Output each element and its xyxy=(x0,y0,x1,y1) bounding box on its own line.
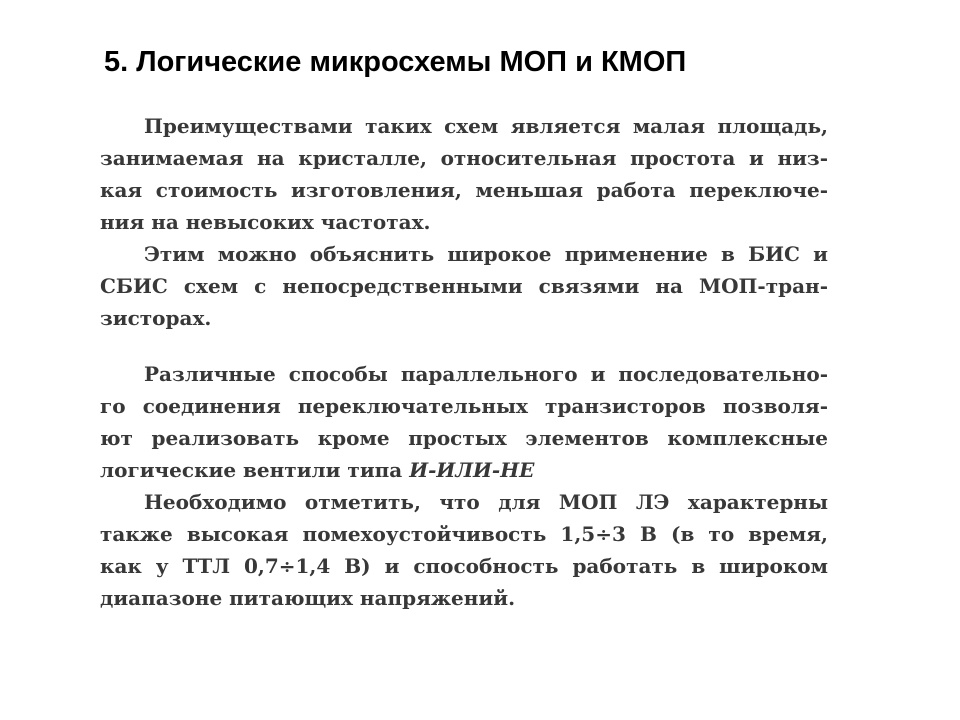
text-line: Этим можно объяснить широкое применение в БИС и xyxy=(144,242,828,266)
text-line: также высокая помехоустойчивость 1,5÷3 В (в то время, xyxy=(100,522,828,546)
paragraph-applications xyxy=(100,238,828,334)
text-block-advantages xyxy=(100,110,828,334)
text-line: диапазоне питающих напряжений. xyxy=(100,586,516,610)
text-line: Различные способы параллельного и последовательно- xyxy=(144,362,828,386)
text-line: Преимуществами таких схем является малая площадь, xyxy=(144,114,828,138)
paragraph-connection-methods xyxy=(100,358,828,486)
text-line: как у ТТЛ 0,7÷1,4 В) и способность работать в широком xyxy=(100,554,828,578)
text-line: ния на невысоких частотах. xyxy=(100,210,431,234)
paragraph-noise-immunity xyxy=(100,486,828,614)
text-line: зисторах. xyxy=(100,306,212,330)
text-line: кая стоимость изготовления, меньшая работа переключе- xyxy=(100,178,828,202)
text-fragment: логические вентили типа xyxy=(100,458,410,482)
paragraph-advantages xyxy=(100,110,828,238)
text-line-with-term xyxy=(100,454,828,486)
gate-type-term: И-ИЛИ-НЕ xyxy=(409,458,535,482)
text-line: ют реализовать кроме простых элементов комплексные xyxy=(100,426,828,450)
text-line: Необходимо отметить, что для МОП ЛЭ характерны xyxy=(144,490,828,514)
text-block-logic-gates xyxy=(100,358,828,614)
text-line: СБИС схем с непосредственными связями на МОП-тран- xyxy=(100,274,828,298)
slide-title: 5. Логические микросхемы МОП и КМОП xyxy=(104,46,687,78)
text-line: занимаемая на кристалле, относительная простота и низ- xyxy=(100,146,828,170)
text-line: го соединения переключательных транзисторов позволя- xyxy=(100,394,828,418)
